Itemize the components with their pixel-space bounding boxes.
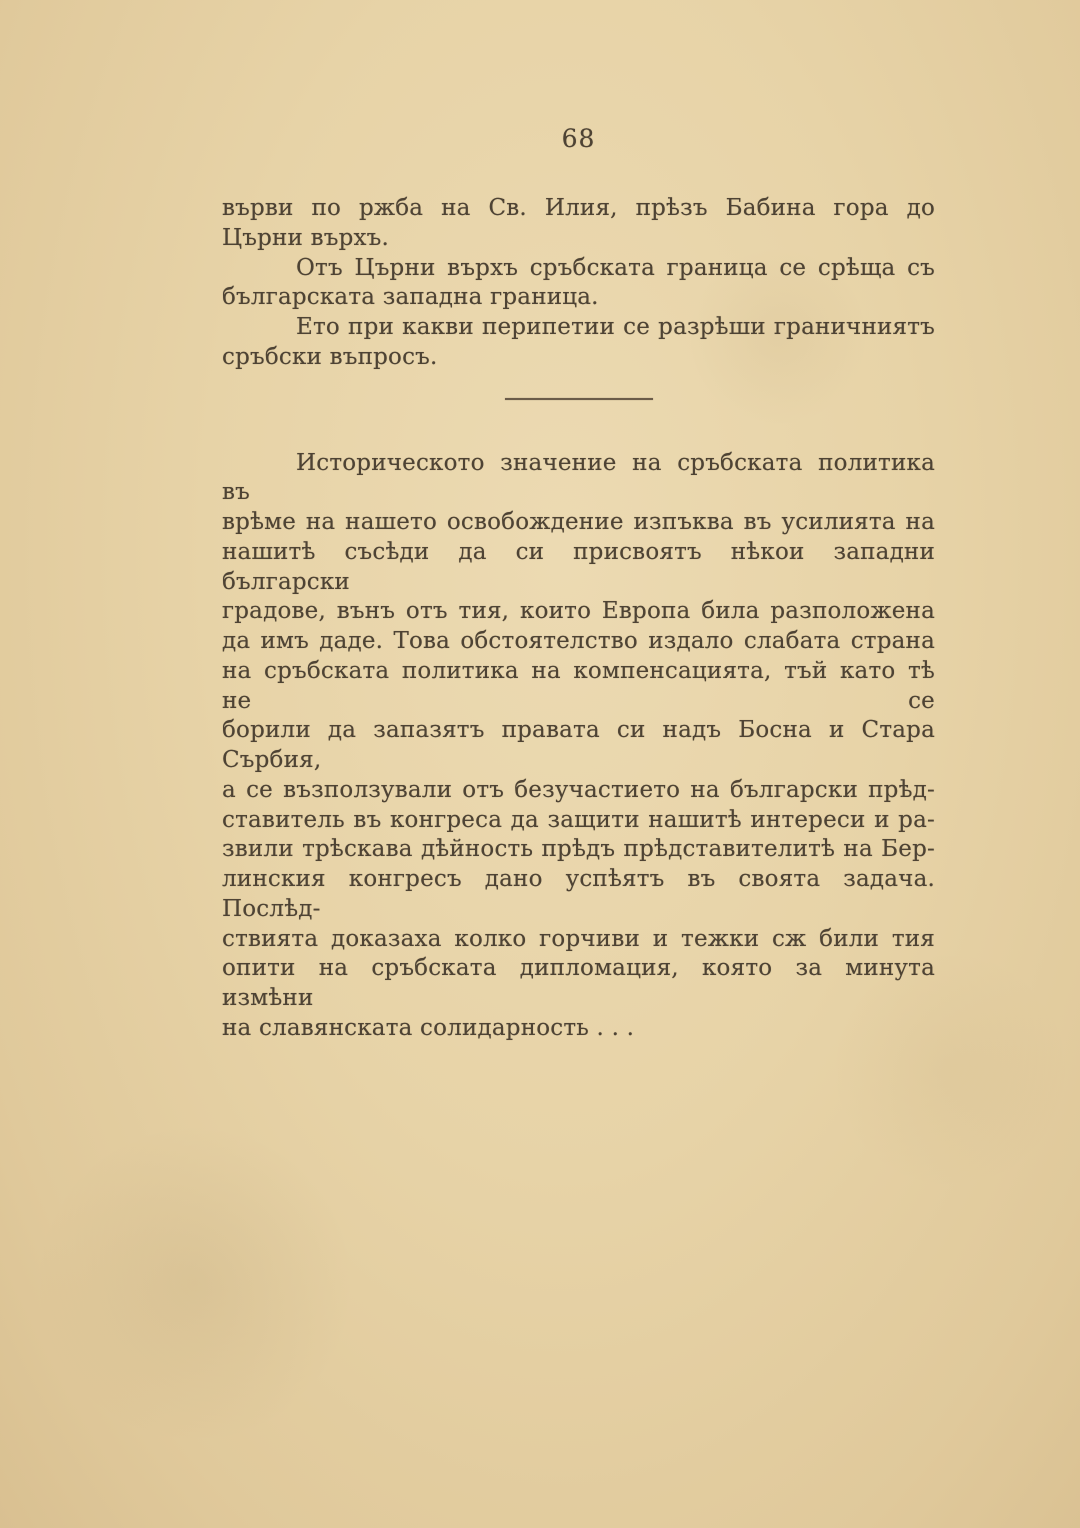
text-section-main bbox=[222, 449, 935, 1044]
text-line: Историческото значение на сръбската политика въ bbox=[222, 449, 935, 506]
text-line: врѣме на нашето освобождение изпъква въ усилията на bbox=[222, 509, 935, 535]
text-line: линския конгресъ дано успѣятъ въ своята задача. Послѣд- bbox=[222, 866, 935, 922]
text-section-top bbox=[222, 194, 935, 373]
text-line: ствията доказаха колко горчиви и тежки сж били тия bbox=[222, 925, 935, 952]
text-line: Ето при какви перипетии се разрѣши граничниятъ bbox=[296, 314, 935, 340]
text-line: опити на сръбската дипломация, която за минута измѣни bbox=[222, 955, 935, 1011]
text-line: а се възползували отъ безучастието на български прѣд- bbox=[222, 776, 935, 803]
text-line: борили да запазятъ правата си надъ Босна и Стара Сърбия, bbox=[222, 717, 935, 773]
text-line: върви по ржба на Св. Илия, прѣзъ Бабина гора до bbox=[222, 195, 935, 221]
text-line: звили трѣскава дѣйность прѣдъ прѣдставителитѣ на Бер- bbox=[222, 836, 935, 863]
page-text-block bbox=[222, 194, 935, 1044]
text-line: ставитель въ конгреса да защити нашитѣ интереси и ра- bbox=[222, 806, 935, 833]
text-line: българската западна граница. bbox=[222, 284, 599, 311]
section-divider bbox=[505, 398, 653, 400]
text-line: да имъ даде. Това обстоятелство издало слабата страна bbox=[222, 628, 935, 654]
text-line: нашитѣ съсѣди да си присвоятъ нѣкои западни български bbox=[222, 538, 935, 595]
text-line: градове, вънъ отъ тия, които Европа била разположена bbox=[222, 598, 935, 625]
text-line: Отъ Църни върхъ сръбската граница се срѣща съ bbox=[296, 254, 935, 281]
text-line: сръбски въпросъ. bbox=[222, 343, 438, 370]
page-number: 68 bbox=[561, 124, 596, 153]
text-line: на сръбската политика на компенсацията, тъй като тѣ не се bbox=[222, 657, 935, 714]
text-line: на славянската солидарность . . . bbox=[222, 1014, 635, 1041]
text-line: Църни върхъ. bbox=[222, 224, 390, 251]
